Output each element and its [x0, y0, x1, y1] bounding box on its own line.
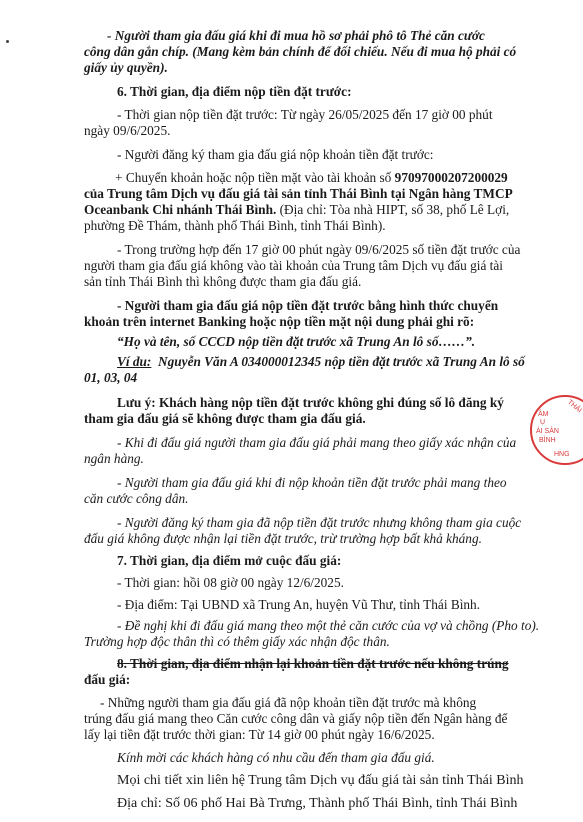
id-card-note-cont: căn cước công dân.: [84, 491, 189, 506]
note-id-card: - Người tham gia đấu giá khi đi mua hồ sơ phải phô tô Thẻ căn cước: [107, 28, 485, 43]
id-card-note: - Người tham gia đấu giá khi đi nộp khoản tiền đặt trước phải mang theo: [117, 475, 507, 490]
account-number: 97097000207200029: [394, 170, 508, 185]
warning-note: Lưu ý: Khách hàng nộp tiền đặt trước không ghi đúng số lô đăng ký: [117, 395, 504, 410]
section-7-heading: 7. Thời gian, địa điểm mở cuộc đấu giá:: [117, 553, 342, 568]
transfer-content-format: “Họ và tên, số CCCD nộp tiền đặt trước xã Trung An lô số……”.: [117, 334, 476, 349]
invitation: Kính mời các khách hàng có nhu cầu đến tham gia đấu giá.: [117, 750, 435, 765]
contact-address: Địa chỉ: Số 06 phố Hai Bà Trưng, Thành phố Thái Bình, tỉnh Thái Bình: [117, 796, 518, 811]
bank-address: phường Đề Thám, thành phố Thái Bình, tỉnh Thái Bình).: [84, 218, 386, 233]
refund-note-cont: lấy lại tiền đặt trước thời gian: Từ 14 giờ 00 phút ngày 16/6/2025.: [84, 727, 435, 742]
spouse-id-note: - Đề nghị khi đi đấu giá mang theo một thẻ căn cước của vợ và chồng (Pho to).: [117, 618, 540, 633]
example-lots: 01, 03, 04: [84, 370, 138, 385]
contact-info: Mọi chi tiết xin liên hệ Trung tâm Dịch vụ đấu giá tài sản tỉnh Thái Bình: [117, 773, 524, 788]
section-6-heading: 6. Thời gian, địa điểm nộp tiền đặt trước:: [117, 84, 352, 99]
bank-confirmation-note: - Khi đi đấu giá người tham gia đấu giá phải mang theo giấy xác nhận của: [117, 435, 517, 450]
warning-note-cont: tham gia đấu giá sẽ không được tham gia đấu giá.: [84, 411, 366, 426]
example-label: Ví du:: [117, 354, 152, 369]
section-8-heading: 8. Thời gian, địa điểm nhận lại khoản tiền đặt trước nếu không trúng: [117, 656, 509, 671]
bank-confirmation-note-cont: ngân hàng.: [84, 451, 144, 466]
transfer-content-note-cont: khoản trên internet Banking hoặc nộp tiền mặt nội dung phải ghi rõ:: [84, 314, 475, 329]
bank-branch: Oceanbank Chi nhánh Thái Bình. (Địa chỉ: Tòa nhà HIPT, số 38, phố Lê Lợi,: [84, 202, 510, 217]
section-8-heading-cont: đấu giá:: [84, 672, 131, 687]
deposit-registrant: - Người đăng ký tham gia đấu giá nộp khoản tiền đặt trước:: [117, 147, 434, 162]
late-deposit-note: - Trong trường hợp đến 17 giờ 00 phút ngày 09/6/2025 số tiền đặt trước của: [117, 242, 521, 257]
forfeit-note-cont: đấu giá không được nhận lại tiền đặt trước, trừ trường hợp bất khả kháng.: [84, 531, 482, 546]
deposit-time-cont: ngày 09/6/2025.: [84, 123, 171, 138]
late-deposit-note-cont: sản tỉnh Thái Bình thì không được tham gia đấu giá.: [84, 274, 362, 289]
refund-note: - Những người tham gia đấu giá đã nộp khoản tiền đặt trước mà không: [100, 695, 477, 710]
refund-note-cont: trúng đấu giá mang theo Căn cước công dân và giấy nộp tiền đến Ngân hàng để: [84, 711, 508, 726]
note-id-card-cont: giấy ủy quyền).: [84, 60, 168, 75]
forfeit-note: - Người đăng ký tham gia đã nộp tiền đặt trước nhưng không tham gia cuộc: [117, 515, 522, 530]
deposit-time: - Thời gian nộp tiền đặt trước: Từ ngày 26/05/2025 đến 17 giờ 00 phút: [117, 107, 493, 122]
bank-transfer-text: + Chuyển khoản hoặc nộp tiền mặt vào tài khoản số 97097000207200029: [115, 170, 508, 185]
transfer-content-note: - Người tham gia đấu giá nộp tiền đặt trước bằng hình thức chuyển: [117, 298, 499, 313]
auction-time: - Thời gian: hồi 08 giờ 00 ngày 12/6/2025.: [117, 575, 344, 590]
note-id-card-cont: công dân gắn chíp. (Mang kèm bản chính để đối chiếu. Nếu đi mua hộ phải có: [84, 44, 517, 59]
example-line: Ví du: Nguyễn Văn A 034000012345 nộp tiền đặt trước xã Trung An lô số: [117, 354, 525, 369]
single-status-note: Trường hợp độc thân thì có thêm giấy xác nhận độc thân.: [84, 634, 390, 649]
red-seal-stamp: ÂM Ụ ÁI SẢN BÌNH THÁI HNG: [530, 395, 583, 465]
late-deposit-note-cont: người tham gia đấu giá không vào tài khoản của Trung tâm Dịch vụ đấu giá tài: [84, 258, 503, 273]
bank-name: của Trung tâm Dịch vụ đấu giá tài sản tỉnh Thái Bình tại Ngân hàng TMCP: [84, 186, 513, 201]
scan-speck: [6, 40, 9, 43]
auction-location: - Địa điểm: Tại UBND xã Trung An, huyện Vũ Thư, tỉnh Thái Bình.: [117, 597, 481, 612]
